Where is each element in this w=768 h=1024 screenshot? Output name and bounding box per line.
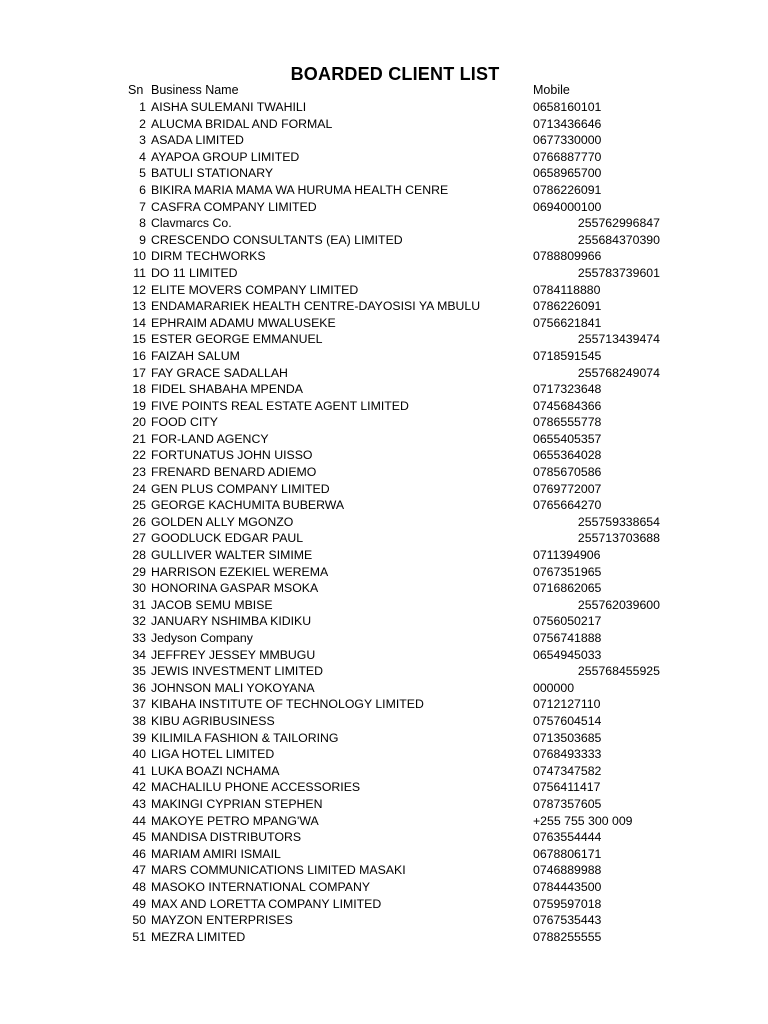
row-mobile: 0769772007 bbox=[533, 481, 602, 496]
row-mobile: 255684370390 bbox=[577, 232, 660, 247]
row-mobile: 0767351965 bbox=[533, 564, 602, 579]
row-business-name: GEN PLUS COMPANY LIMITED bbox=[151, 481, 330, 496]
row-mobile: 255762996847 bbox=[577, 216, 660, 231]
table-row bbox=[0, 514, 768, 531]
row-sn: 16 bbox=[132, 348, 146, 363]
row-sn: 39 bbox=[132, 730, 146, 745]
row-mobile: 0788809966 bbox=[533, 249, 602, 264]
row-mobile: 0756621841 bbox=[533, 315, 602, 330]
table-row bbox=[0, 613, 768, 630]
row-sn: 17 bbox=[132, 365, 146, 380]
table-row bbox=[0, 730, 768, 747]
row-sn: 37 bbox=[132, 697, 146, 712]
table-row bbox=[0, 912, 768, 929]
row-sn: 5 bbox=[139, 166, 146, 181]
row-sn: 23 bbox=[132, 465, 146, 480]
row-sn: 38 bbox=[132, 713, 146, 728]
row-mobile: 0756050217 bbox=[533, 614, 602, 629]
row-sn: 13 bbox=[132, 299, 146, 314]
table-row bbox=[0, 696, 768, 713]
table-row bbox=[0, 116, 768, 133]
row-business-name: FAIZAH SALUM bbox=[151, 348, 240, 363]
row-sn: 49 bbox=[132, 896, 146, 911]
table-row bbox=[0, 248, 768, 265]
table-row bbox=[0, 398, 768, 415]
row-sn: 32 bbox=[132, 614, 146, 629]
table-row bbox=[0, 879, 768, 896]
row-sn: 12 bbox=[132, 282, 146, 297]
row-sn: 4 bbox=[139, 149, 146, 164]
row-business-name: JACOB SEMU MBISE bbox=[151, 597, 273, 612]
row-mobile: 0787357605 bbox=[533, 796, 602, 811]
row-sn: 25 bbox=[132, 498, 146, 513]
table-row bbox=[0, 929, 768, 946]
row-business-name: FOR-LAND AGENCY bbox=[151, 431, 269, 446]
row-mobile: 0767535443 bbox=[533, 913, 602, 928]
row-sn: 51 bbox=[132, 929, 146, 944]
row-mobile: 0784118880 bbox=[533, 282, 601, 297]
row-sn: 45 bbox=[132, 830, 146, 845]
row-mobile: 0757604514 bbox=[533, 713, 602, 728]
row-sn: 34 bbox=[132, 647, 146, 662]
row-sn: 15 bbox=[132, 332, 146, 347]
row-business-name: ASADA LIMITED bbox=[151, 133, 244, 148]
row-business-name: JOHNSON MALI YOKOYANA bbox=[151, 680, 315, 695]
row-sn: 6 bbox=[139, 182, 146, 197]
row-sn: 47 bbox=[132, 863, 146, 878]
row-mobile: 0788255555 bbox=[533, 929, 602, 944]
row-sn: 14 bbox=[132, 315, 146, 330]
row-mobile: 0747347582 bbox=[533, 763, 602, 778]
table-row bbox=[0, 796, 768, 813]
row-business-name: FIVE POINTS REAL ESTATE AGENT LIMITED bbox=[151, 398, 409, 413]
row-mobile: 0713436646 bbox=[533, 116, 602, 131]
row-business-name: FOOD CITY bbox=[151, 415, 218, 430]
row-business-name: MAYZON ENTERPRISES bbox=[151, 913, 293, 928]
row-sn: 35 bbox=[132, 664, 146, 679]
row-business-name: AISHA SULEMANI TWAHILI bbox=[151, 100, 307, 114]
table-row bbox=[0, 829, 768, 846]
row-business-name: HARRISON EZEKIEL WEREMA bbox=[151, 564, 329, 579]
row-business-name: Jedyson Company bbox=[151, 631, 253, 645]
table-row bbox=[0, 447, 768, 464]
row-sn: 40 bbox=[132, 747, 146, 762]
row-mobile: 0746889988 bbox=[533, 863, 602, 878]
row-sn: 28 bbox=[132, 548, 146, 563]
table-row bbox=[0, 896, 768, 913]
column-header-sn: Sn bbox=[128, 83, 144, 97]
row-sn: 1 bbox=[139, 100, 146, 114]
row-business-name: ESTER GEORGE EMMANUEL bbox=[151, 332, 323, 347]
row-business-name: FIDEL SHABAHA MPENDA bbox=[151, 382, 303, 397]
row-mobile: +255 755 300 009 bbox=[533, 813, 633, 828]
row-business-name: LUKA BOAZI NCHAMA bbox=[151, 763, 280, 778]
row-sn: 21 bbox=[132, 431, 146, 446]
row-sn: 10 bbox=[132, 249, 146, 264]
row-mobile: 255768249074 bbox=[577, 365, 660, 380]
row-sn: 19 bbox=[132, 398, 146, 413]
row-business-name: EPHRAIM ADAMU MWALUSEKE bbox=[151, 315, 336, 330]
row-mobile: 255713439474 bbox=[577, 332, 660, 347]
row-mobile: 0745684366 bbox=[533, 398, 602, 413]
row-business-name: DIRM TECHWORKS bbox=[151, 249, 266, 264]
row-mobile: 255759338654 bbox=[577, 514, 660, 529]
row-mobile: 0713503685 bbox=[533, 730, 602, 745]
row-sn: 18 bbox=[132, 382, 146, 397]
row-sn: 31 bbox=[132, 597, 146, 612]
table-row bbox=[0, 580, 768, 597]
row-sn: 44 bbox=[132, 813, 146, 828]
column-header-business-name: Business Name bbox=[151, 83, 239, 97]
table-row bbox=[0, 680, 768, 697]
row-sn: 8 bbox=[139, 216, 146, 231]
row-mobile: 0694000100 bbox=[533, 199, 602, 214]
table-row bbox=[0, 663, 768, 680]
row-mobile: 255713703688 bbox=[577, 531, 660, 546]
table-row bbox=[0, 763, 768, 780]
row-sn: 9 bbox=[139, 232, 146, 247]
row-business-name: GULLIVER WALTER SIMIME bbox=[151, 548, 313, 563]
row-mobile: 0654945033 bbox=[533, 647, 602, 662]
row-sn: 20 bbox=[132, 415, 146, 430]
row-sn: 24 bbox=[132, 481, 146, 496]
row-mobile: 0768493333 bbox=[533, 747, 602, 762]
row-business-name: MAX AND LORETTA COMPANY LIMITED bbox=[151, 896, 382, 911]
table-row bbox=[0, 713, 768, 730]
table-row bbox=[0, 298, 768, 315]
row-mobile: 0756411417 bbox=[533, 780, 601, 795]
row-business-name: FORTUNATUS JOHN UISSO bbox=[151, 448, 313, 463]
row-mobile: 0766887770 bbox=[533, 149, 602, 164]
row-mobile: 0655364028 bbox=[533, 448, 602, 463]
row-business-name: MAKOYE PETRO MPANG'WA bbox=[151, 813, 319, 828]
row-sn: 29 bbox=[132, 564, 146, 579]
row-mobile: 0759597018 bbox=[533, 896, 602, 911]
row-sn: 33 bbox=[132, 631, 146, 645]
page-title: BOARDED CLIENT LIST bbox=[290, 64, 500, 84]
row-mobile: 0658160101 bbox=[533, 100, 602, 114]
row-business-name: ENDAMARARIEK HEALTH CENTRE-DAYOSISI YA MBULU bbox=[151, 299, 481, 314]
table-row bbox=[0, 564, 768, 581]
table-row bbox=[0, 165, 768, 182]
table-row bbox=[0, 746, 768, 763]
row-business-name: CASFRA COMPANY LIMITED bbox=[151, 199, 317, 214]
row-mobile: 0756741888 bbox=[533, 631, 602, 645]
row-sn: 11 bbox=[133, 265, 146, 280]
table-row bbox=[0, 647, 768, 664]
table-row bbox=[0, 215, 768, 232]
row-sn: 2 bbox=[139, 116, 146, 131]
row-mobile: 0718591545 bbox=[533, 348, 602, 363]
table-row bbox=[0, 132, 768, 149]
row-sn: 30 bbox=[132, 581, 146, 596]
row-mobile: 0712127110 bbox=[533, 697, 601, 712]
row-business-name: HONORINA GASPAR MSOKA bbox=[151, 581, 319, 596]
table-row bbox=[0, 365, 768, 382]
table-row bbox=[0, 481, 768, 498]
table-row bbox=[0, 315, 768, 332]
row-mobile: 0786555778 bbox=[533, 415, 602, 430]
row-business-name: JANUARY NSHIMBA KIDIKU bbox=[151, 614, 312, 629]
row-sn: 46 bbox=[132, 846, 146, 861]
table-row bbox=[0, 331, 768, 348]
row-mobile: 255768455925 bbox=[577, 664, 660, 679]
row-business-name: MAKINGI CYPRIAN STEPHEN bbox=[151, 796, 323, 811]
row-sn: 22 bbox=[132, 448, 146, 463]
row-sn: 3 bbox=[139, 133, 146, 148]
row-business-name: BATULI STATIONARY bbox=[151, 166, 274, 181]
row-business-name: LIGA HOTEL LIMITED bbox=[151, 747, 275, 762]
row-business-name: MASOKO INTERNATIONAL COMPANY bbox=[151, 879, 371, 894]
row-business-name: KIBAHA INSTITUTE OF TECHNOLOGY LIMITED bbox=[151, 697, 424, 712]
table-row bbox=[0, 464, 768, 481]
row-sn: 42 bbox=[132, 780, 146, 795]
table-row bbox=[0, 431, 768, 448]
table-row bbox=[0, 348, 768, 365]
row-business-name: CRESCENDO CONSULTANTS (EA) LIMITED bbox=[151, 232, 403, 247]
row-business-name: MARIAM AMIRI ISMAIL bbox=[151, 846, 281, 861]
row-business-name: GOLDEN ALLY MGONZO bbox=[151, 514, 294, 529]
table-row bbox=[0, 846, 768, 863]
row-business-name: JEWIS INVESTMENT LIMITED bbox=[151, 664, 323, 679]
row-mobile: 0678806171 bbox=[533, 846, 602, 861]
table-row bbox=[0, 862, 768, 879]
row-mobile: 0717323648 bbox=[533, 382, 602, 397]
row-mobile: 0786226091 bbox=[533, 182, 602, 197]
row-business-name: MEZRA LIMITED bbox=[151, 929, 246, 944]
table-row bbox=[0, 597, 768, 614]
client-list bbox=[0, 99, 768, 945]
row-sn: 7 bbox=[139, 199, 146, 214]
table-row bbox=[0, 813, 768, 830]
row-sn: 36 bbox=[132, 680, 146, 695]
row-business-name: MANDISA DISTRIBUTORS bbox=[151, 830, 302, 845]
row-business-name: ALUCMA BRIDAL AND FORMAL bbox=[151, 116, 333, 131]
table-row bbox=[0, 547, 768, 564]
row-mobile: 0765664270 bbox=[533, 498, 602, 513]
row-mobile: 0716862065 bbox=[533, 581, 602, 596]
row-mobile: 0658965700 bbox=[533, 166, 602, 181]
table-row bbox=[0, 265, 768, 282]
row-business-name: FRENARD BENARD ADIEMO bbox=[151, 465, 317, 480]
table-row bbox=[0, 381, 768, 398]
row-business-name: BIKIRA MARIA MAMA WA HURUMA HEALTH CENRE bbox=[151, 182, 449, 197]
row-mobile: 0763554444 bbox=[533, 830, 602, 845]
row-business-name: JEFFREY JESSEY MMBUGU bbox=[151, 647, 316, 662]
table-row bbox=[0, 630, 768, 647]
column-header-mobile: Mobile bbox=[533, 83, 570, 97]
row-sn: 27 bbox=[132, 531, 146, 546]
row-mobile: 0784443500 bbox=[533, 879, 602, 894]
table-row bbox=[0, 530, 768, 547]
row-mobile: 255783739601 bbox=[577, 265, 660, 280]
row-mobile: 0785670586 bbox=[533, 465, 602, 480]
table-row bbox=[0, 779, 768, 796]
row-mobile: 0677330000 bbox=[533, 133, 602, 148]
row-sn: 26 bbox=[132, 514, 146, 529]
row-business-name: MARS COMMUNICATIONS LIMITED MASAKI bbox=[151, 863, 406, 878]
table-row bbox=[0, 149, 768, 166]
row-sn: 43 bbox=[132, 796, 146, 811]
table-row bbox=[0, 497, 768, 514]
table-row bbox=[0, 232, 768, 249]
row-business-name: KILIMILA FASHION & TAILORING bbox=[151, 730, 339, 745]
row-sn: 41 bbox=[132, 763, 146, 778]
row-business-name: GOODLUCK EDGAR PAUL bbox=[151, 531, 304, 546]
row-sn: 48 bbox=[132, 879, 146, 894]
row-business-name: MACHALILU PHONE ACCESSORIES bbox=[151, 780, 361, 795]
row-business-name: FAY GRACE SADALLAH bbox=[151, 365, 288, 380]
row-business-name: KIBU AGRIBUSINESS bbox=[151, 713, 275, 728]
table-row bbox=[0, 99, 768, 116]
row-business-name: GEORGE KACHUMITA BUBERWA bbox=[151, 498, 345, 513]
row-mobile: 000000 bbox=[533, 680, 575, 695]
table-row bbox=[0, 414, 768, 431]
row-mobile: 0711394906 bbox=[533, 548, 601, 563]
table-row bbox=[0, 182, 768, 199]
row-business-name: DO 11 LIMITED bbox=[151, 265, 238, 280]
row-business-name: Clavmarcs Co. bbox=[151, 216, 232, 231]
row-mobile: 0655405357 bbox=[533, 431, 602, 446]
row-business-name: ELITE MOVERS COMPANY LIMITED bbox=[151, 282, 359, 297]
table-row bbox=[0, 199, 768, 216]
table-row bbox=[0, 282, 768, 299]
row-business-name: AYAPOA GROUP LIMITED bbox=[151, 149, 300, 164]
row-mobile: 0786226091 bbox=[533, 299, 602, 314]
row-sn: 50 bbox=[132, 913, 146, 928]
row-mobile: 255762039600 bbox=[577, 597, 660, 612]
